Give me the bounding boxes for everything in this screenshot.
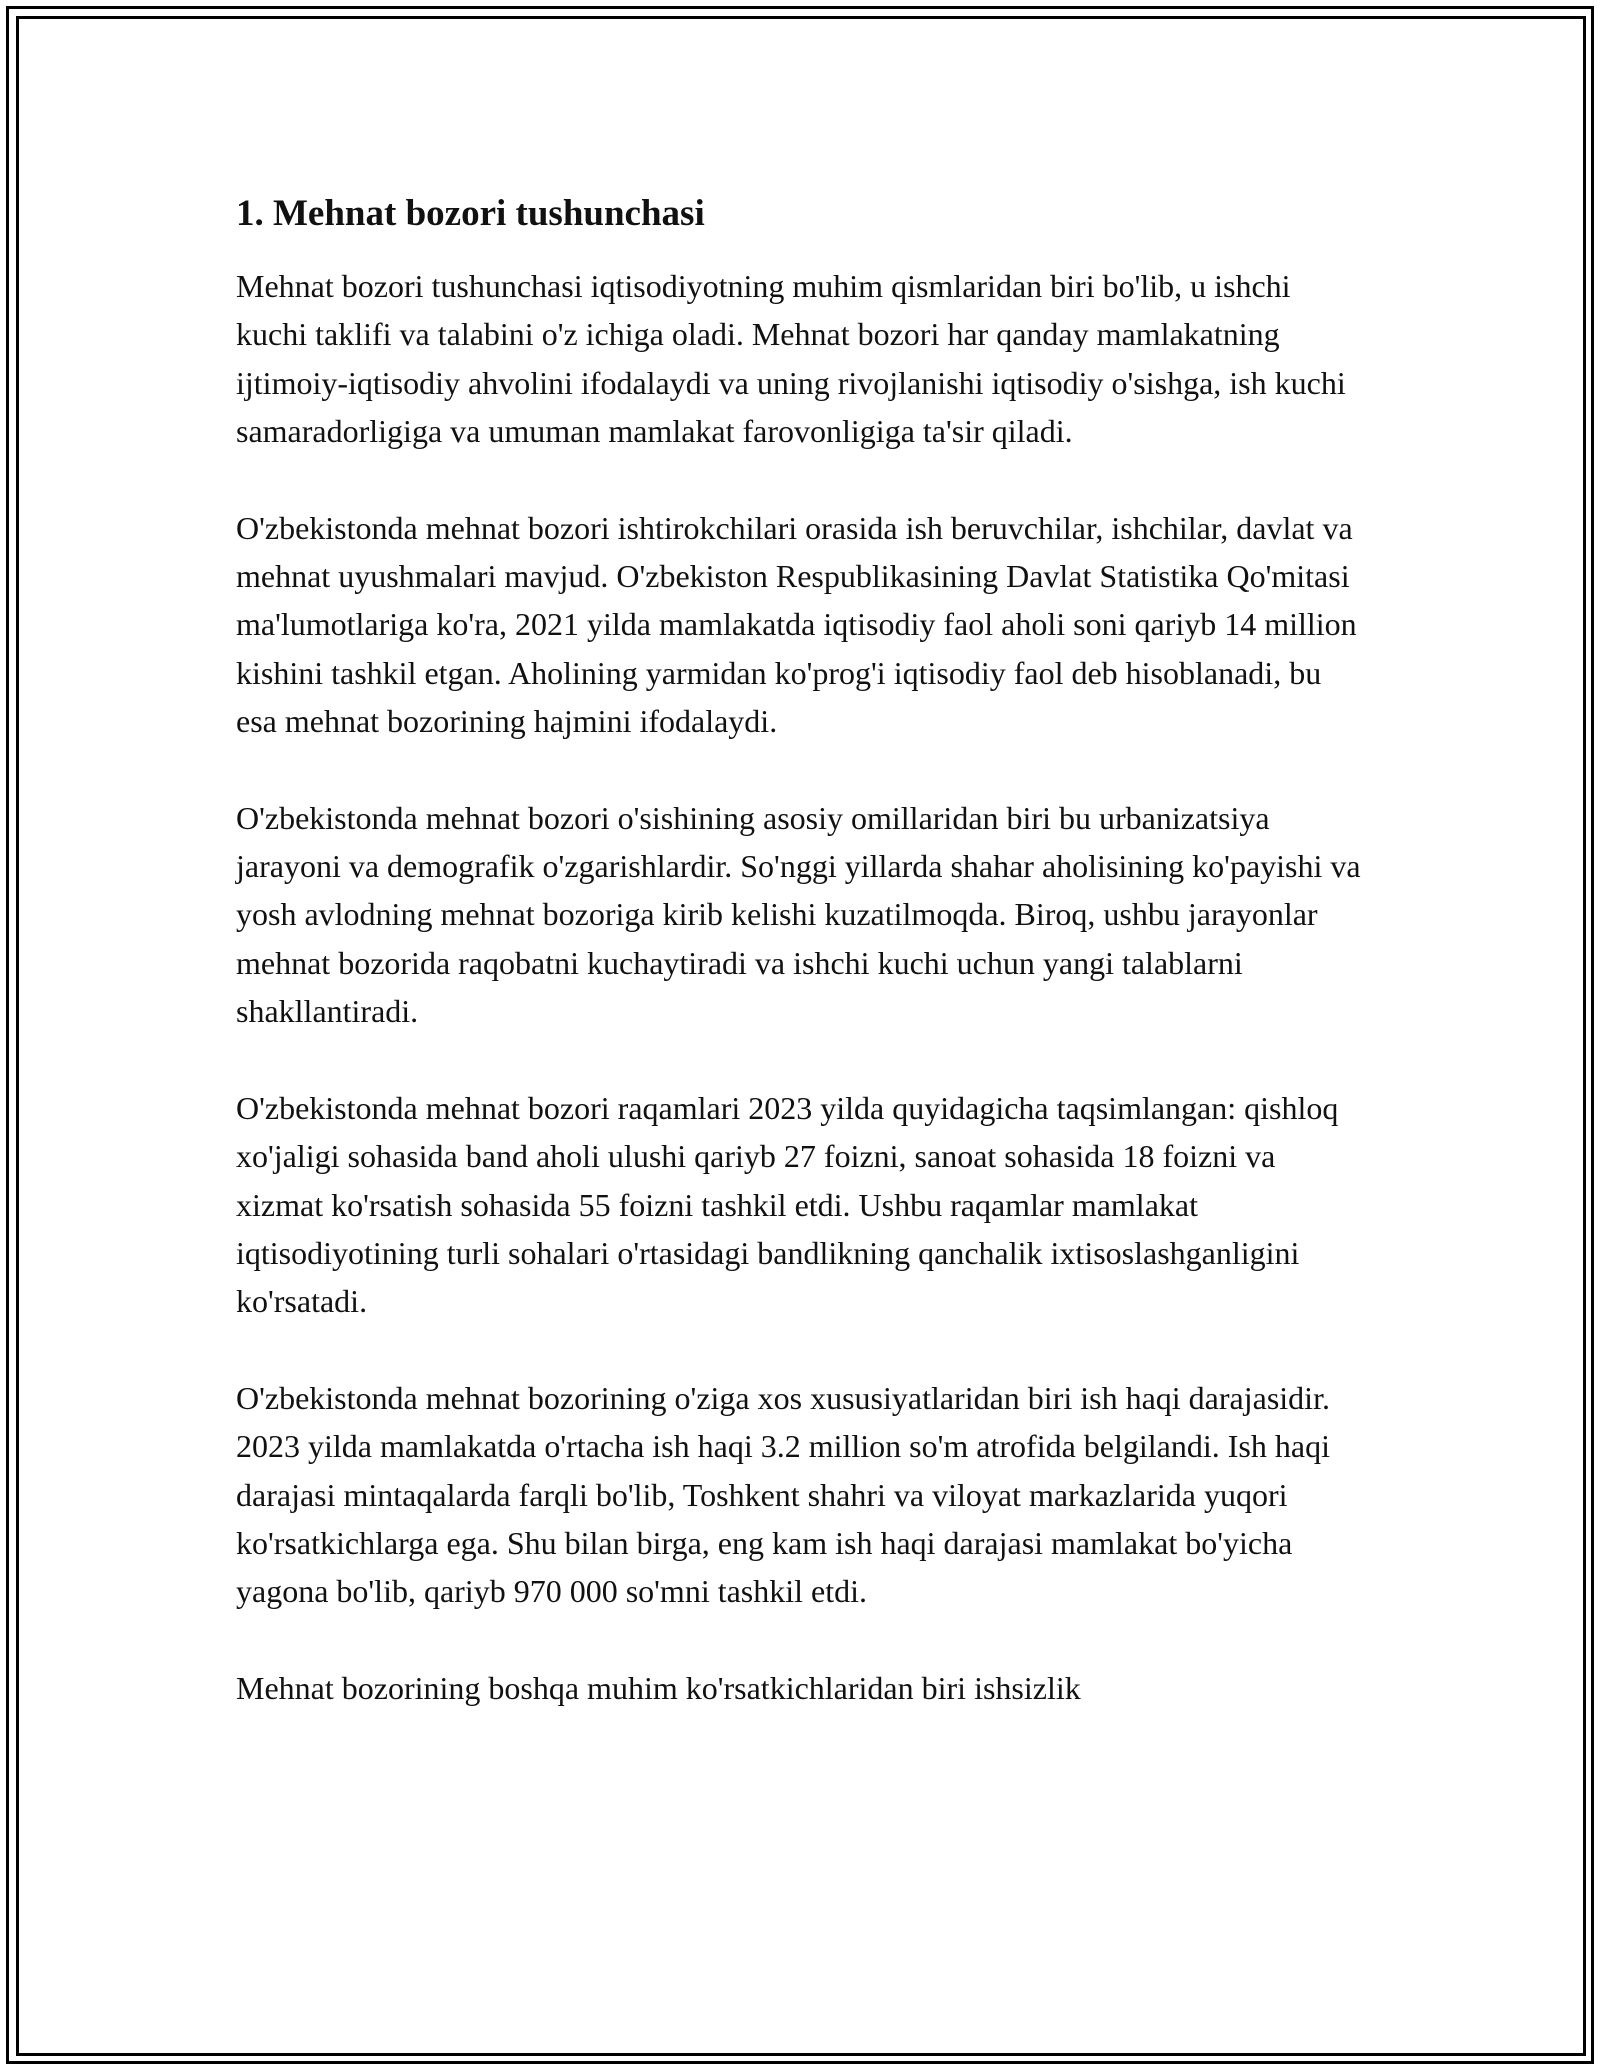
paragraph-6: Mehnat bozorining boshqa muhim ko'rsatkichlaridan biri ishsizlik <box>236 1669 1081 1706</box>
paragraph-2: O'zbekistonda mehnat bozori ishtirokchilari orasida ish beruvchilar, ishchilar, davlat va mehnat uyushmalari mavjud. O'zbekiston Respublikasining Davlat Statistika Qo'mitasi ma'lumotlariga ko'ra, 2021 yilda mamlakatda iqtisodiy faol aholi soni qariyb 14 million kishini tashkil etgan. Aholining yarmidan ko'prog'i iqtisodiy faol deb hisoblanadi, bu esa mehnat bozorining hajmini ifodalaydi. <box>236 509 1357 740</box>
paragraph-4: O'zbekistonda mehnat bozori raqamlari 2023 yilda quyidagicha taqsimlangan: qishloq xo'jaligi sohasida band aholi ulushi qariyb 27 foizni, sanoat sohasida 18 foizni va xizmat ko'rsatish sohasida 55 foizni tashkil etdi. Ushbu raqamlar mamlakat iqtisodiyotining turli sohalari o'rtasidagi bandlikning qanchalik ixtisoslashganligini ko'rsatadi. <box>236 1089 1339 1320</box>
paragraph-1: Mehnat bozori tushunchasi iqtisodiyotning muhim qismlaridan biri bo'lib, u ishchi kuchi taklifi va talabini o'z ichiga oladi. Mehnat bozori har qanday mamlakatning ijtimoiy-iqtisodiy ahvolini ifodalaydi va uning rivojlanishi iqtisodiy o'sishga, ish kuchi samaradorligiga va umuman mamlakat farovonligiga ta'sir qiladi. <box>236 268 1346 450</box>
paragraph-5: O'zbekistonda mehnat bozorining o'ziga xos xususiyatlaridan biri ish haqi darajasidir. 2023 yilda mamlakatda o'rtacha ish haqi 3.2 million so'm atrofida belgilandi. Ish haqi darajasi mintaqalarda farqli bo'lib, Toshkent shahri va viloyat markazlarida yuqori ko'rsatkichlarga ega. Shu bilan birga, eng kam ish haqi darajasi mamlakat bo'yicha yagona bo'lib, qariyb 970 000 so'mni tashkil etdi. <box>236 1379 1330 1610</box>
paragraph-3: O'zbekistonda mehnat bozori o'sishining asosiy omillaridan biri bu urbanizatsiya jarayoni va demografik o'zgarishlardir. So'nggi yillarda shahar aholisining ko'payishi va yosh avlodning mehnat bozoriga kirib kelishi kuzatilmoqda. Biroq, ushbu jarayonlar mehnat bozorida raqobatni kuchaytiradi va ishchi kuchi uchun yangi talablarni shakllantiradi. <box>236 799 1361 1030</box>
document-body <box>236 186 1366 1760</box>
section-heading: 1. Mehnat bozori tushunchasi <box>236 193 705 234</box>
